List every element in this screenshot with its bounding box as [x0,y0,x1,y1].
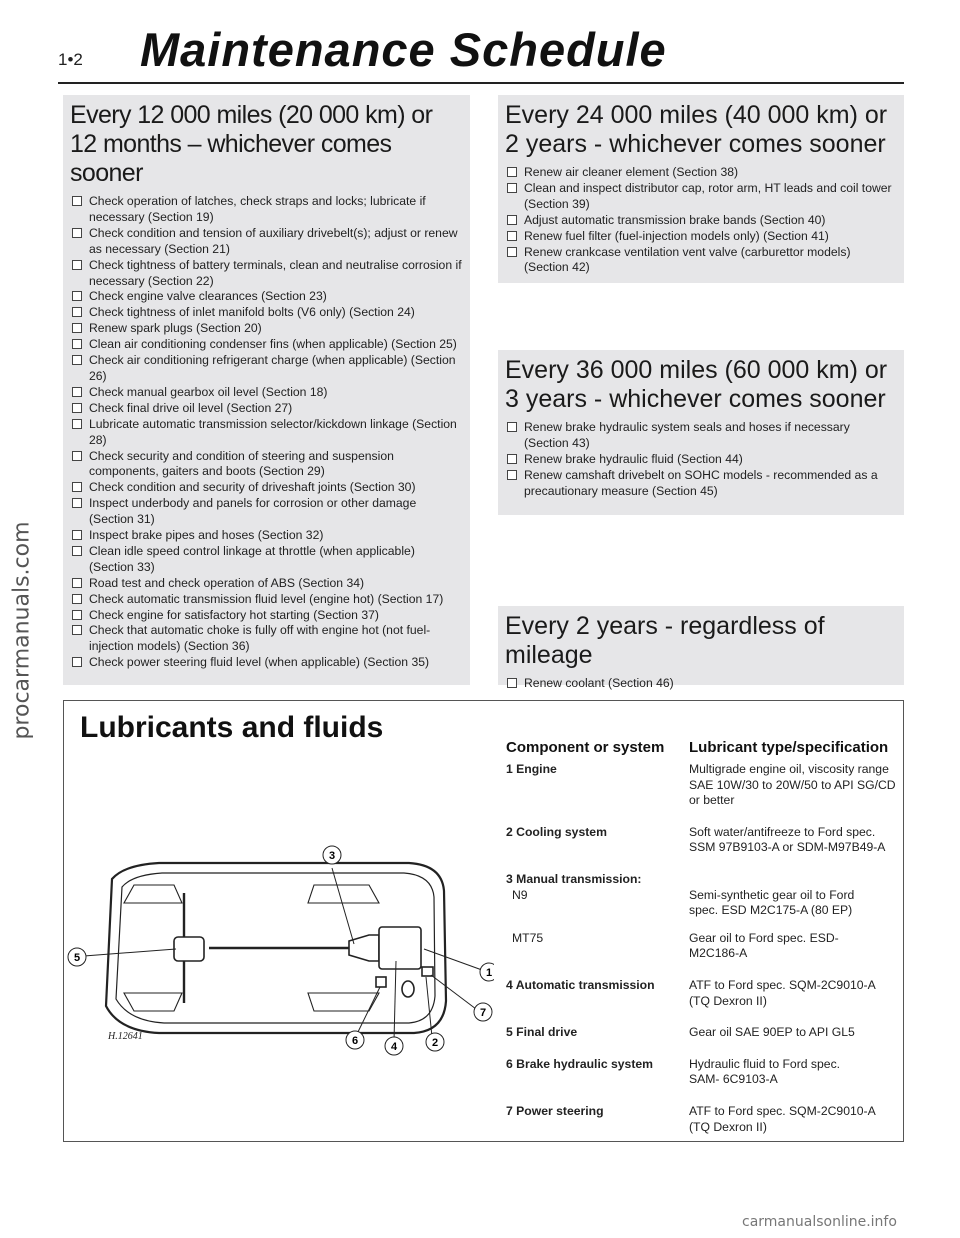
side-watermark: procarmanuals.com [9,521,35,740]
callout-7: 7 [479,1007,487,1019]
wheel-arch-front-top [308,885,379,903]
checkbox-icon[interactable] [507,215,517,225]
leader-7 [431,975,476,1009]
checkbox-icon[interactable] [507,183,517,193]
checklist-item-text: Check tightness of battery terminals, clean and neutralise corrosion if necessary (Section 22) [89,257,462,288]
checkbox-icon[interactable] [72,228,82,238]
spec-row-manual-mt75: MT75 Gear oil to Ford spec. ESD- M2C186-A [512,930,839,961]
checklist-item [70,623,462,655]
spec-row-brake: 6 Brake hydraulic system Hydraulic fluid to Ford spec. SAM- 6C9103-A [506,1056,841,1087]
checklist-item [70,480,462,496]
checkbox-icon[interactable] [72,196,82,206]
checklist-item-text: Check that automatic choke is fully off with engine hot (not fuel-injection models) (Section 36) [89,623,431,654]
checklist-item-text: Check air conditioning refrigerant charge (when applicable) (Section 26) [89,353,456,383]
checklist-item [70,385,462,401]
checklist-item [505,165,896,181]
checklist-item-text: Check automatic transmission fluid level (engine hot) (Section 17) [89,591,444,606]
callout-5: 5 [73,952,81,964]
checkbox-icon[interactable] [72,610,82,620]
checkbox-icon[interactable] [72,291,82,301]
spec-table-header [506,739,898,756]
checklist-item-text: Adjust automatic transmission brake bands (Section 40) [524,212,826,227]
checklist-item [70,608,462,624]
checkbox-icon[interactable] [72,339,82,349]
checklist-item-text: Check condition and tension of auxiliary drivebelt(s); adjust or renew as necessary (Section 21) [89,225,458,256]
checkbox-icon[interactable] [72,625,82,635]
checklist [505,676,896,692]
checkbox-icon[interactable] [72,498,82,508]
reservoir-6 [376,977,386,987]
checkbox-icon[interactable] [72,451,82,461]
page-title: Maintenance Schedule [140,23,667,76]
page-number: 1•2 [58,50,83,69]
checklist-item [70,528,462,544]
spec-row-manual: 3 Manual transmission: [506,871,642,886]
transmission-unit [349,935,379,961]
checkbox-icon[interactable] [72,323,82,333]
leader-2 [426,977,432,1037]
checkbox-icon[interactable] [72,546,82,556]
checklist-item-text: Clean idle speed control linkage at throttle (when applicable) (Section 33) [89,543,415,574]
section-title: Every 36 000 miles (60 000 km) or 3 years - whichever comes sooner [505,356,888,413]
checkbox-icon[interactable] [507,167,517,177]
checklist-item-text: Check security and condition of steering and suspension components, gaiters and boots (Section 29) [89,448,394,479]
checkbox-icon[interactable] [72,657,82,667]
checklist-item [70,655,462,671]
checklist-item-text: Check power steering fluid level (when applicable) (Section 35) [89,655,430,670]
section-title: Every 24 000 miles (40 000 km) or 2 years - whichever comes sooner [505,101,888,158]
checklist-item-text: Renew spark plugs (Section 20) [89,321,262,336]
checklist-item-text: Inspect brake pipes and hoses (Section 32) [89,528,324,543]
checklist [70,194,462,671]
checklist-item [505,213,896,229]
checklist-item [70,449,462,481]
checklist-item-text: Renew camshaft drivebelt on SOHC models - recommended as a precautionary measure (Section 45) [524,467,878,498]
callout-6: 6 [351,1035,359,1047]
checklist-item [505,468,896,500]
section-36000-miles [498,350,904,515]
checklist-item [70,305,462,321]
section-24000-miles [498,95,904,283]
checklist-item-text: Check final drive oil level (Section 27) [89,400,293,415]
lubricants-panel [63,700,904,1142]
wheel-arch-front-bottom [308,993,379,1011]
checklist-item [70,401,462,417]
section-12000-miles [63,95,470,685]
checklist [505,420,896,500]
wheel-arch-rear-top [124,885,182,903]
checkbox-icon[interactable] [72,594,82,604]
leader-4 [394,961,396,1041]
section-2-years [498,606,904,690]
checkbox-icon[interactable] [507,422,517,432]
final-drive-unit [174,937,204,961]
checkbox-icon[interactable] [507,247,517,257]
checkbox-icon[interactable] [507,470,517,480]
checklist-item [70,258,462,290]
checklist-item-text: Renew coolant (Section 46) [524,676,674,690]
spec-row-cooling: 2 Cooling system Soft water/antifreeze to Ford spec. SSM 97B9103-A or SDM-M97B49-A [506,824,886,855]
checklist-item-text: Check engine valve clearances (Section 23) [89,289,327,304]
checkbox-icon[interactable] [72,260,82,270]
checklist-item-text: Road test and check operation of ABS (Section 34) [89,575,365,590]
checklist-item [70,321,462,337]
checklist-item-text: Check manual gearbox oil level (Section 18) [89,384,328,399]
spec-row-final-drive: 5 Final drive Gear oil SAE 90EP to API GL5 [506,1025,855,1040]
spec-row-steering: 7 Power steering ATF to Ford spec. SQM-2C9010-A (TQ Dexron II) [506,1103,876,1134]
section-title: Every 2 years - regardless of mileage [505,612,825,669]
vehicle-lubrication-diagram [64,841,494,1061]
checklist-item-text: Renew brake hydraulic system seals and hoses if necessary (Section 43) [524,420,850,450]
checklist-item [70,544,462,576]
leader-5 [84,949,176,956]
checklist-item-text: Renew air cleaner element (Section 38) [524,165,739,179]
leader-3 [332,868,354,944]
checklist-item [70,576,462,592]
checklist-item [505,245,896,277]
figure-reference: H.12641 [108,1031,143,1042]
checklist-item [70,289,462,305]
checklist-item-text: Renew fuel filter (fuel-injection models only) (Section 41) [524,228,829,243]
header-specification: Lubricant type/specification [689,739,889,756]
checkbox-icon[interactable] [72,355,82,365]
checkbox-icon[interactable] [507,454,517,464]
checkbox-icon[interactable] [72,578,82,588]
callout-3: 3 [328,850,336,862]
checklist-item [505,420,896,452]
spec-row-manual-n9: N9 Semi-synthetic gear oil to Ford spec. ESD M2C175-A (80 EP) [512,887,855,918]
checkbox-icon[interactable] [507,231,517,241]
checkbox-icon[interactable] [72,419,82,429]
callout-2: 2 [431,1037,439,1049]
lubricants-title: Lubricants and fluids [80,711,384,744]
spec-row-engine: 1 Engine Multigrade engine oil, viscosity range SAE 10W/30 to 20W/50 to API SG/CD or better [506,762,896,808]
checklist-item-text: Check engine for satisfactory hot starting (Section 37) [89,607,379,622]
checkbox-icon[interactable] [72,530,82,540]
checklist-item-text: Inspect underbody and panels for corrosion or other damage (Section 31) [89,496,417,527]
checklist-item [70,194,462,226]
checkbox-icon[interactable] [72,387,82,397]
checklist-item-text: Clean air conditioning condenser fins (when applicable) (Section 25) [89,337,457,352]
checklist-item [505,676,896,692]
checklist-item [505,452,896,468]
checkbox-icon[interactable] [507,678,517,688]
checklist-item [505,181,896,213]
lubricant-spec-table [506,739,898,1151]
checklist [505,165,896,276]
checklist-item-text: Renew brake hydraulic fluid (Section 44) [524,451,743,466]
checklist-item-text: Lubricate automatic transmission selector/kickdown linkage (Section 28) [89,416,457,447]
checklist-item [70,226,462,258]
checklist-item-text: Renew crankcase ventilation vent valve (carburettor models) (Section 42) [524,244,851,275]
checkbox-icon[interactable] [72,307,82,317]
engine-block [379,927,421,969]
checkbox-icon[interactable] [72,403,82,413]
callout-4: 4 [390,1041,398,1053]
checklist-item-text: Check operation of latches, check straps and locks; lubricate if necessary (Section 19) [89,194,426,224]
checklist-item [70,592,462,608]
callout-1: 1 [485,967,493,979]
checklist-item [505,229,896,245]
checklist-item [70,353,462,385]
section-title: Every 12 000 miles (20 000 km) or 12 months – whichever comes sooner [70,101,433,187]
checklist-item [70,337,462,353]
checkbox-icon[interactable] [72,482,82,492]
header-component: Component or system [506,739,665,756]
page-header [58,20,904,84]
checklist-item-text: Check condition and security of driveshaft joints (Section 30) [89,480,416,495]
reservoir-4 [402,981,414,997]
spec-row-automatic: 4 Automatic transmission ATF to Ford spec. SQM-2C9010-A (TQ Dexron II) [506,977,876,1008]
footer-watermark: carmanualsonline.info [742,1214,897,1230]
checklist-item [70,496,462,528]
checklist-item-text: Check tightness of inlet manifold bolts (V6 only) (Section 24) [89,305,415,320]
checklist-item [70,417,462,449]
checklist-item-text: Clean and inspect distributor cap, rotor arm, HT leads and coil tower (Section 39) [524,180,892,211]
wheel-arch-rear-bottom [124,993,182,1011]
